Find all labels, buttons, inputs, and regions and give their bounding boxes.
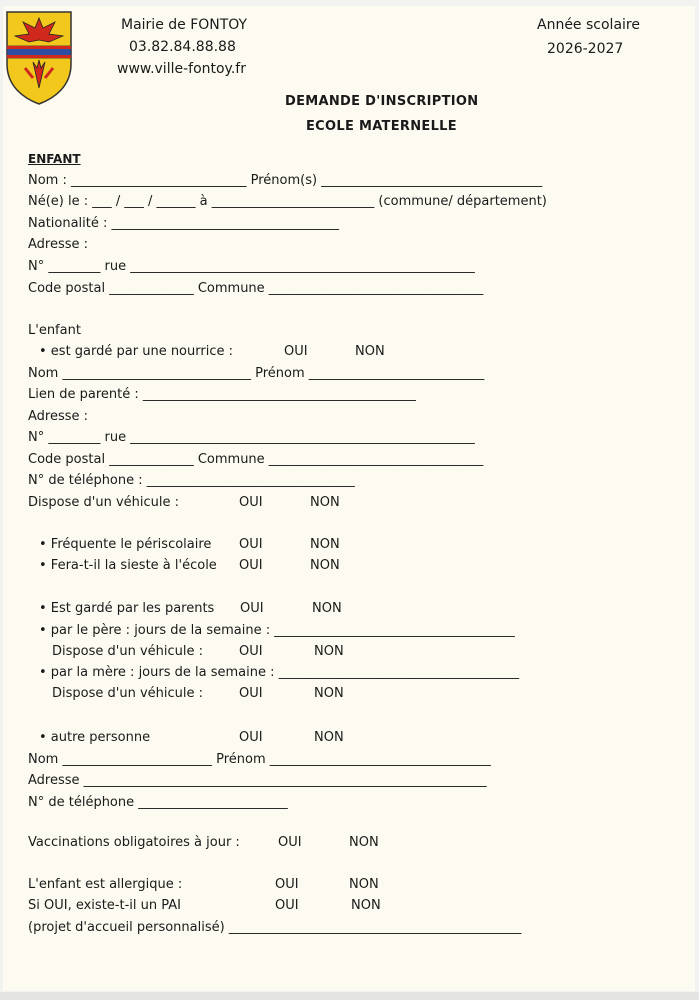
nourrice-rue-field: N° ________ rue _____________________________________________________ xyxy=(28,430,475,445)
year-label: Année scolaire xyxy=(537,17,640,33)
form-subtitle: ECOLE MATERNELLE xyxy=(306,119,457,134)
mere-vehicule-non: NON xyxy=(314,686,344,701)
mairie-phone: 03.82.84.88.88 xyxy=(129,39,236,55)
allergie-non: NON xyxy=(349,877,379,892)
nourrice-question: • est gardé par une nourrice : xyxy=(39,344,233,359)
allergie-question: L'enfant est allergique : xyxy=(28,877,183,892)
sieste-non: NON xyxy=(310,558,340,573)
form-title: DEMANDE D'INSCRIPTION xyxy=(285,94,479,109)
mere-vehicule-question: Dispose d'un véhicule : xyxy=(52,686,203,701)
mere-vehicule-oui: OUI xyxy=(239,686,263,701)
section-enfant-heading: ENFANT xyxy=(28,152,81,166)
nourrice-oui: OUI xyxy=(284,344,308,359)
nourrice-vehicule-question: Dispose d'un véhicule : xyxy=(28,495,179,510)
pere-vehicule-oui: OUI xyxy=(239,644,263,659)
enfant-rue-field: N° ________ rue _____________________________________________________ xyxy=(28,259,475,274)
autre-oui: OUI xyxy=(239,730,263,745)
parents-non: NON xyxy=(312,601,342,616)
mere-jours-field: • par la mère : jours de la semaine : _____________________________________ xyxy=(39,665,520,680)
nourrice-vehicule-non: NON xyxy=(310,495,340,510)
vaccinations-question: Vaccinations obligatoires à jour : xyxy=(28,835,240,850)
autre-non: NON xyxy=(314,730,344,745)
parents-question: • Est gardé par les parents xyxy=(39,601,215,616)
periscolaire-question: • Fréquente le périscolaire xyxy=(39,537,212,552)
coat-of-arms-icon xyxy=(3,8,75,106)
autre-telephone-field: N° de téléphone _______________________ xyxy=(28,795,288,810)
allergie-oui: OUI xyxy=(275,877,299,892)
nourrice-intro: L'enfant xyxy=(28,323,81,338)
pai-non: NON xyxy=(351,898,381,913)
mairie-website: www.ville-fontoy.fr xyxy=(117,61,246,77)
pai-oui: OUI xyxy=(275,898,299,913)
pere-jours-field: • par le père : jours de la semaine : _____________________________________ xyxy=(39,623,515,638)
pai-question: Si OUI, existe-t-il un PAI xyxy=(28,898,181,913)
enfant-birth-field: Né(e) le : ___ / ___ / ______ à _________________________ (commune/ département) xyxy=(28,194,547,209)
autre-adresse-field: Adresse ______________________________________________________________ xyxy=(28,773,487,788)
vaccinations-oui: OUI xyxy=(278,835,302,850)
nourrice-telephone-field: N° de téléphone : ________________________________ xyxy=(28,473,355,488)
nourrice-vehicule-oui: OUI xyxy=(239,495,263,510)
school-year: 2026-2027 xyxy=(547,41,624,57)
enfant-codepostal-field: Code postal _____________ Commune _________________________________ xyxy=(28,281,484,296)
sieste-oui: OUI xyxy=(239,558,263,573)
enfant-adresse-label: Adresse : xyxy=(28,237,89,252)
sieste-question: • Fera-t-il la sieste à l'école xyxy=(39,558,217,573)
vaccinations-non: NON xyxy=(349,835,379,850)
enfant-nationalite-field: Nationalité : ___________________________________ xyxy=(28,216,340,231)
nourrice-codepostal-field: Code postal _____________ Commune _________________________________ xyxy=(28,452,484,467)
nourrice-non: NON xyxy=(355,344,385,359)
periscolaire-non: NON xyxy=(310,537,340,552)
pere-vehicule-question: Dispose d'un véhicule : xyxy=(52,644,203,659)
nourrice-lien-field: Lien de parenté : __________________________________________ xyxy=(28,387,416,402)
page-bottom-edge xyxy=(0,992,699,1000)
nourrice-nom-field: Nom _____________________________ Prénom ___________________________ xyxy=(28,366,485,381)
autre-question: • autre personne xyxy=(39,730,151,745)
mairie-name: Mairie de FONTOY xyxy=(121,17,248,33)
nourrice-adresse-label: Adresse : xyxy=(28,409,89,424)
parents-oui: OUI xyxy=(240,601,264,616)
enfant-nom-field: Nom : ___________________________ Prénom(s) __________________________________ xyxy=(28,173,543,188)
pere-vehicule-non: NON xyxy=(314,644,344,659)
autre-nom-field: Nom _______________________ Prénom __________________________________ xyxy=(28,752,491,767)
form-page xyxy=(3,6,695,991)
pai-projet-field: (projet d'accueil personnalisé) _____________________________________________ xyxy=(28,920,522,935)
periscolaire-oui: OUI xyxy=(239,537,263,552)
